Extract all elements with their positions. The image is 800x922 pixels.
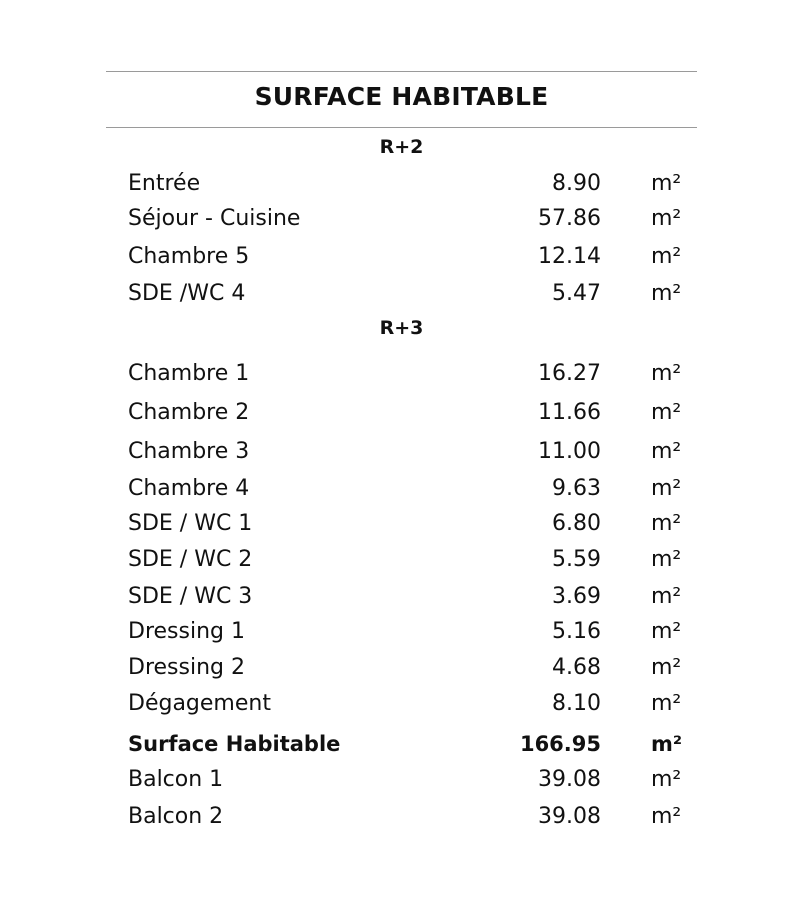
row-label: SDE / WC 1 <box>128 511 253 536</box>
row-label: Chambre 3 <box>128 439 250 464</box>
row-label: SDE /WC 4 <box>128 281 246 306</box>
total-label: Surface Habitable <box>128 732 341 756</box>
table-row <box>0 242 800 272</box>
table-row <box>0 689 800 719</box>
row-unit: m² <box>651 511 682 536</box>
row-unit: m² <box>651 281 682 306</box>
row-value: 6.80 <box>552 511 601 536</box>
row-value: 57.86 <box>538 206 601 231</box>
row-value: 39.08 <box>538 804 601 829</box>
row-unit: m² <box>651 439 682 464</box>
row-value: 11.00 <box>538 439 601 464</box>
row-value: 5.47 <box>552 281 601 306</box>
row-unit: m² <box>651 619 682 644</box>
row-value: 5.16 <box>552 619 601 644</box>
section-heading-r3: R+3 <box>379 317 424 339</box>
row-label: Dégagement <box>128 691 271 716</box>
row-value: 8.90 <box>552 171 601 196</box>
table-row <box>0 617 800 647</box>
table-row <box>0 279 800 309</box>
row-unit: m² <box>651 804 682 829</box>
row-label: SDE / WC 3 <box>128 584 253 609</box>
table-row <box>0 765 800 795</box>
table-row <box>0 398 800 428</box>
row-unit: m² <box>651 476 682 501</box>
row-value: 12.14 <box>538 244 601 269</box>
row-value: 39.08 <box>538 767 601 792</box>
row-label: Chambre 4 <box>128 476 250 501</box>
row-unit: m² <box>651 400 682 425</box>
row-label: Séjour - Cuisine <box>128 206 301 231</box>
table-row <box>0 204 800 234</box>
table-row <box>0 545 800 575</box>
row-value: 11.66 <box>538 400 601 425</box>
row-unit: m² <box>651 547 682 572</box>
row-unit: m² <box>651 584 682 609</box>
total-row <box>0 729 800 759</box>
section-heading-r2: R+2 <box>379 136 424 158</box>
row-label: Balcon 2 <box>128 804 224 829</box>
row-unit: m² <box>651 171 682 196</box>
row-label: Chambre 5 <box>128 244 250 269</box>
table-row <box>0 802 800 832</box>
table-row <box>0 582 800 612</box>
row-unit: m² <box>651 655 682 680</box>
row-label: Dressing 2 <box>128 655 245 680</box>
row-value: 4.68 <box>552 655 601 680</box>
row-unit: m² <box>651 691 682 716</box>
row-value: 9.63 <box>552 476 601 501</box>
table-row <box>0 437 800 467</box>
title-rule <box>106 127 697 128</box>
row-unit: m² <box>651 244 682 269</box>
page-title: SURFACE HABITABLE <box>254 82 549 111</box>
table-row <box>0 509 800 539</box>
row-value: 5.59 <box>552 547 601 572</box>
row-unit: m² <box>651 206 682 231</box>
total-unit: m² <box>651 732 683 756</box>
row-unit: m² <box>651 767 682 792</box>
table-row <box>0 359 800 389</box>
row-value: 16.27 <box>538 361 601 386</box>
row-label: Chambre 2 <box>128 400 250 425</box>
row-label: SDE / WC 2 <box>128 547 253 572</box>
row-value: 8.10 <box>552 691 601 716</box>
row-unit: m² <box>651 361 682 386</box>
table-row <box>0 474 800 504</box>
row-label: Entrée <box>128 171 201 196</box>
row-label: Chambre 1 <box>128 361 250 386</box>
total-value: 166.95 <box>519 732 601 756</box>
table-row <box>0 653 800 683</box>
row-label: Dressing 1 <box>128 619 245 644</box>
top-rule <box>106 71 697 72</box>
table-row <box>0 169 800 199</box>
row-value: 3.69 <box>552 584 601 609</box>
row-label: Balcon 1 <box>128 767 224 792</box>
